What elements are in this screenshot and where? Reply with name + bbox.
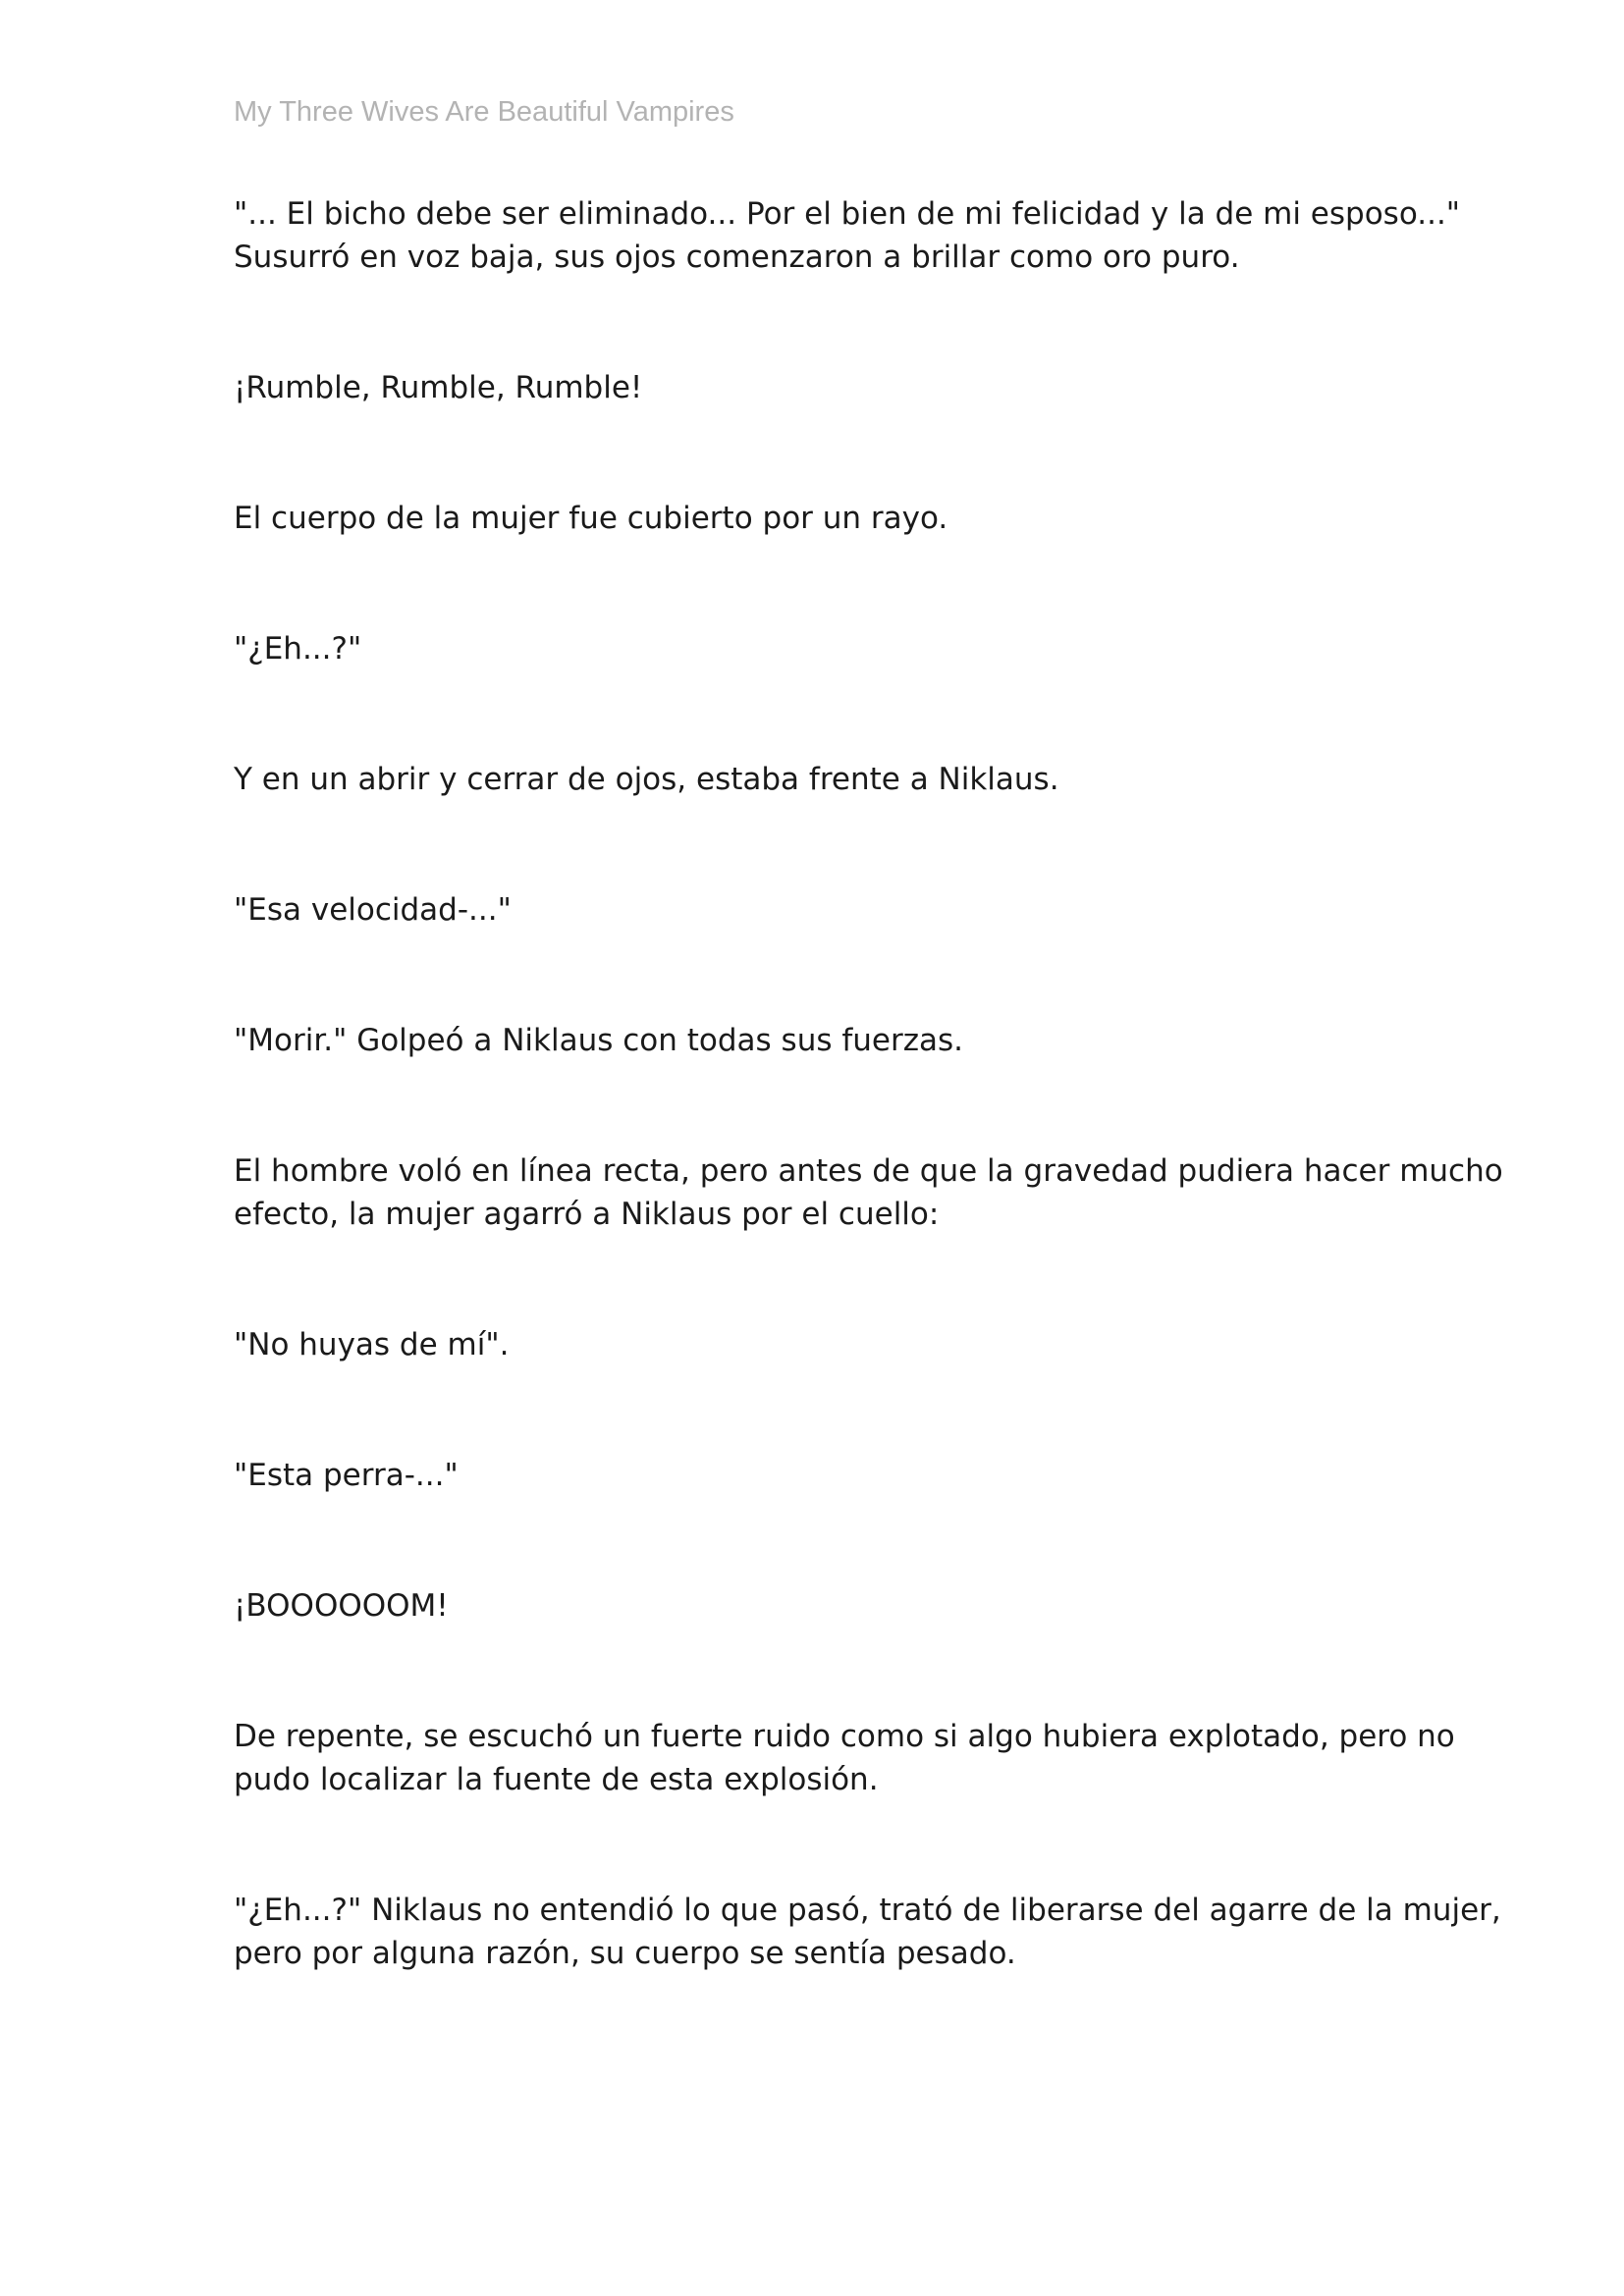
paragraph <box>234 888 1412 932</box>
text-line: "... El bicho debe ser eliminado... Por el bien de mi felicidad y la de mi esposo..." <box>234 196 1461 232</box>
text-line: El hombre voló en línea recta, pero antes de que la gravedad pudiera hacer mucho <box>234 1153 1503 1189</box>
paragraph <box>234 366 1412 409</box>
text-line: "Esa velocidad-..." <box>234 892 512 928</box>
text-line: Susurró en voz baja, sus ojos comenzaron a brillar como oro puro. <box>234 240 1240 275</box>
text-line: "¿Eh...?" <box>234 631 362 667</box>
paragraph <box>234 1889 1501 1975</box>
paragraph <box>234 1019 1412 1062</box>
text-line: "Esta perra-..." <box>234 1458 459 1493</box>
body-text <box>234 192 1503 2062</box>
text-line: De repente, se escuchó un fuerte ruido como si algo hubiera explotado, pero no <box>234 1719 1455 1754</box>
text-line: El cuerpo de la mujer fue cubierto por un rayo. <box>234 501 948 536</box>
text-line: ¡Rumble, Rumble, Rumble! <box>234 370 643 405</box>
text-line: efecto, la mujer agarró a Niklaus por el cuello: <box>234 1197 940 1232</box>
paragraph <box>234 627 1412 670</box>
text-line: "Morir." Golpeó a Niklaus con todas sus fuerzas. <box>234 1023 964 1058</box>
paragraph <box>234 758 1412 801</box>
text-line: Y en un abrir y cerrar de ojos, estaba frente a Niklaus. <box>234 762 1059 797</box>
paragraph <box>234 192 1461 279</box>
paragraph <box>234 1323 1412 1366</box>
paragraph <box>234 1454 1412 1497</box>
paragraph <box>234 1149 1503 1236</box>
text-line: pero por alguna razón, su cuerpo se sentía pesado. <box>234 1936 1016 1971</box>
text-line: pudo localizar la fuente de esta explosión. <box>234 1762 879 1797</box>
paragraph <box>234 497 1412 540</box>
text-line: ¡BOOOOOOM! <box>234 1588 449 1624</box>
paragraph <box>234 1584 1412 1628</box>
text-line: "¿Eh...?" Niklaus no entendió lo que pasó, trató de liberarse del agarre de la mujer, <box>234 1893 1501 1928</box>
text-line: "No huyas de mí". <box>234 1327 510 1362</box>
paragraph <box>234 1715 1455 1801</box>
running-header: My Three Wives Are Beautiful Vampires <box>234 96 734 128</box>
